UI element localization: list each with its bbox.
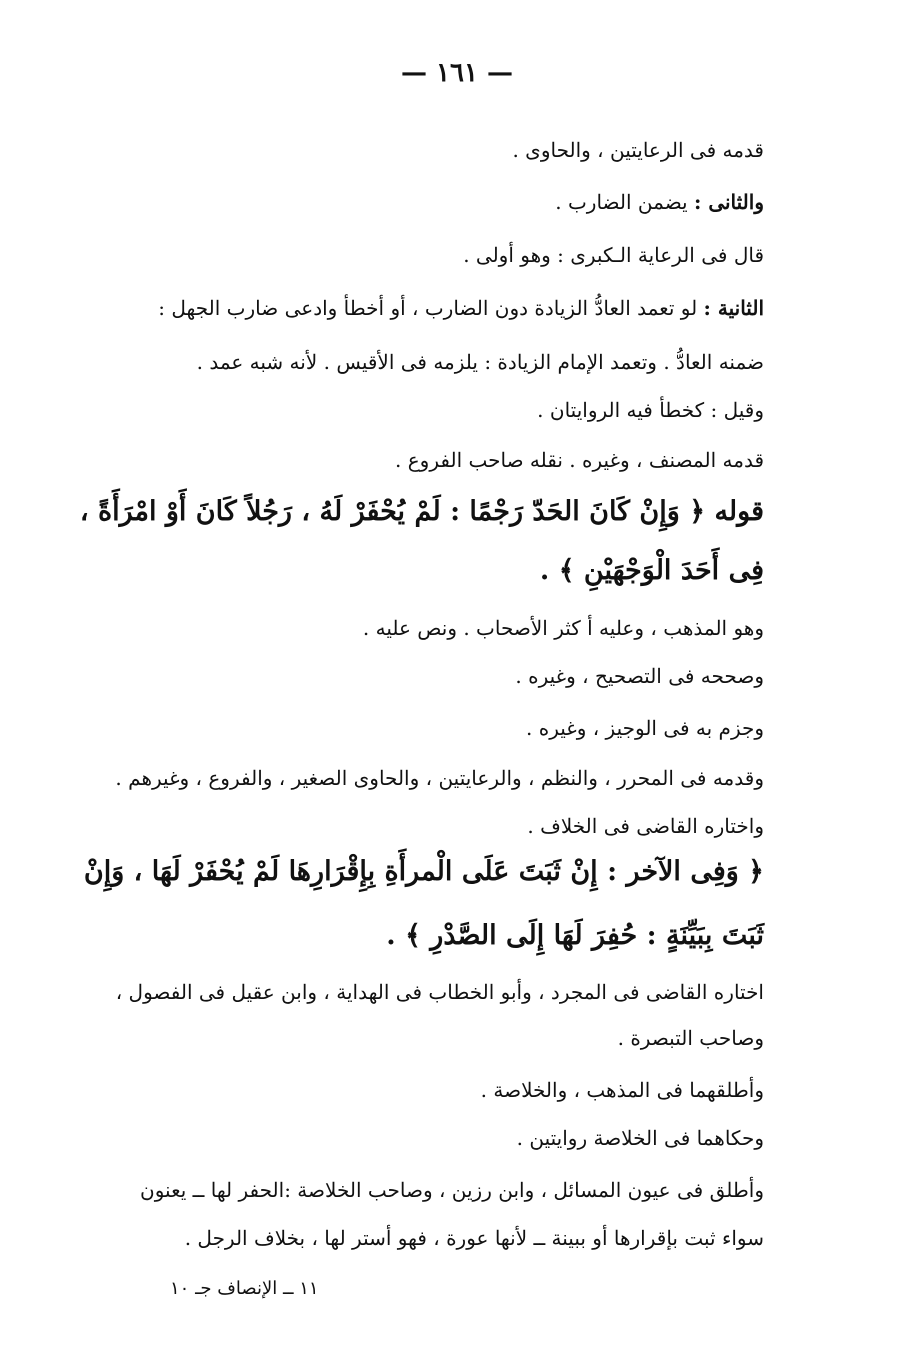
text-line: وجزم به فى الوجيز ، وغيره . [526, 716, 764, 740]
text-line: قدمه المصنف ، وغيره . نقله صاحب الفروع . [395, 448, 764, 472]
text-line: قدمه فى الرعايتين ، والحاوى . [512, 138, 764, 162]
footer-signature: ١١ ــ الإنصاف جـ ١٠ [170, 1278, 319, 1299]
text-line: والثانى : يضمن الضارب . [555, 190, 764, 214]
quoted-text-line: ثَبَتَ بِبَيِّنَةٍ : حُفِرَ لَهَا إِلَى الصَّدْرِ ﴾ . [386, 920, 764, 951]
quoted-text-line: قوله ﴿ وَإِنْ كَانَ الحَدّ رَجْمًا : لَمْ يُحْفَرْ لَهُ ، رَجُلاً كَانَ أَوْ امْرَأَةً ، [79, 496, 764, 527]
text-line: سواء ثبت بإقرارها أو ببينة ــ لأنها عورة ، فهو أستر لها ، بخلاف الرجل . [184, 1226, 764, 1250]
text-line: وصححه فى التصحيح ، وغيره . [515, 664, 764, 688]
text-line: الثانية : لو تعمد العادُّ الزيادة دون الضارب ، أو أخطأ وادعى ضارب الجهل : [158, 296, 764, 320]
text-line: وقدمه فى المحرر ، والنظم ، والرعايتين ، والحاوى الصغير ، والفروع ، وغيرهم . [115, 766, 764, 790]
text-line: قال فى الرعاية الـكبرى : وهو أولى . [463, 243, 764, 267]
quoted-text-line: ﴿ وَفِى الآخر : إِنْ ثَبَتَ عَلَى الْمرأَةِ بِإِقْرَارِهَا لَمْ يُحْفَرْ لَهَا ، وَإِنْ [83, 856, 764, 887]
text-line: وهو المذهب ، وعليه أ كثر الأصحاب . ونص عليه . [362, 616, 764, 640]
text-line: وأطلق فى عيون المسائل ، وابن رزين ، وصاحب الخلاصة :الحفر لها ــ يعنون [140, 1178, 764, 1202]
text-line: وصاحب التبصرة . [617, 1026, 764, 1050]
text-line: اختاره القاضى فى المجرد ، وأبو الخطاب فى الهداية ، وابن عقيل فى الفصول ، [115, 980, 764, 1004]
text-line: وقيل : كخطأ فيه الروايتان . [537, 398, 764, 422]
text-line: وحكاهما فى الخلاصة روايتين . [516, 1126, 764, 1150]
text-line: ضمنه العادُّ . وتعمد الإمام الزيادة : يلزمه فى الأقيس . لأنه شبه عمد . [196, 350, 764, 374]
quoted-text-line: فِى أَحَدَ الْوَجْهَيْنِ ﴾ . [539, 555, 764, 586]
page-number: — ١٦١ — [400, 58, 514, 88]
text-line: وأطلقهما فى المذهب ، والخلاصة . [480, 1078, 764, 1102]
text-line: واختاره القاضى فى الخلاف . [527, 814, 764, 838]
